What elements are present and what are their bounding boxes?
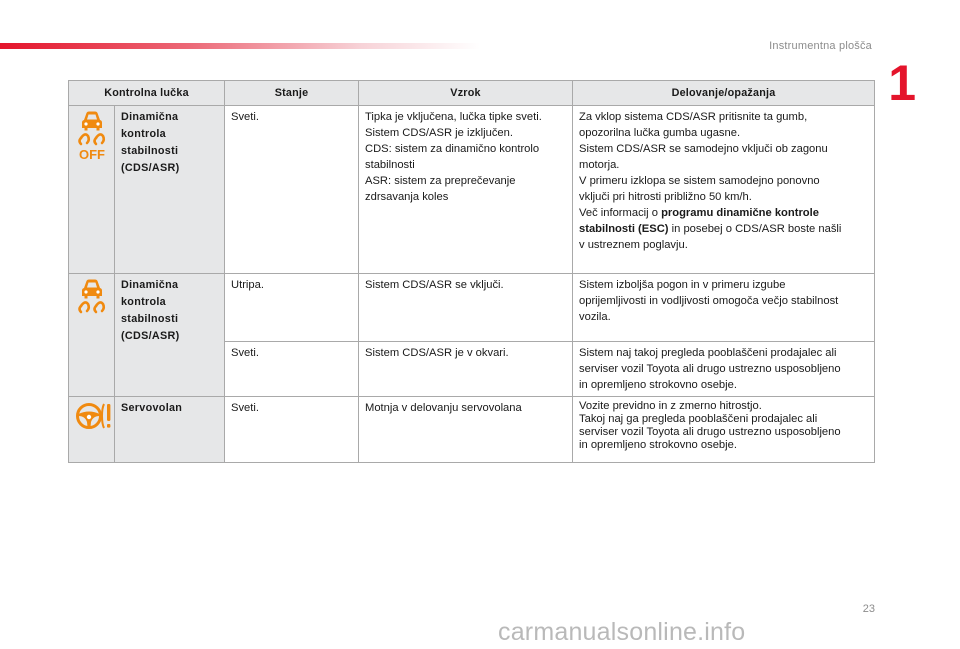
stability-control-icon: [75, 277, 109, 317]
warning-light-name: Dinamična kontrola stabilnosti (CDS/ASR): [115, 274, 225, 397]
icon-cell: [69, 274, 115, 397]
header-accent-bar: [0, 43, 480, 49]
state-cell: Sveti.: [225, 342, 359, 397]
action-cell: Sistem naj takoj pregleda pooblaščeni prodajalec ali serviser vozil Toyota ali drugo ustrezno usposobljeno in opremljeno strokovno osebje.: [573, 342, 875, 397]
table-row: [69, 106, 875, 274]
column-header-cause: Vzrok: [359, 81, 573, 106]
cause-cell: Motnja v delovanju servovolana: [359, 397, 573, 463]
page-number: 23: [862, 603, 875, 615]
section-title: Instrumentna plošča: [769, 40, 872, 52]
column-header-state: Stanje: [225, 81, 359, 106]
state-cell: Sveti.: [225, 106, 359, 274]
icon-cell: [69, 397, 115, 463]
action-cell: Vozite previdno in z zmerno hitrostjo. Takoj naj ga pregleda pooblaščeni prodajalec ali serviser vozil Toyota ali drugo ustrezno usposobljeno in opremljeno strokovno osebje.: [573, 397, 875, 463]
warning-lights-table: [68, 80, 875, 463]
table-row: [69, 274, 875, 342]
off-label: OFF: [79, 147, 105, 161]
column-header-warning-light: Kontrolna lučka: [69, 81, 225, 106]
watermark: carmanualsonline.info: [498, 618, 746, 646]
state-cell: Utripa.: [225, 274, 359, 342]
cause-cell: Tipka je vključena, lučka tipke sveti. Sistem CDS/ASR je izključen. CDS: sistem za dinamično kontrolo stabilnosti ASR: sistem za preprečevanje zdrsavanja koles: [359, 106, 573, 274]
column-header-action: Delovanje/opažanja: [573, 81, 875, 106]
warning-light-name: Dinamična kontrola stabilnosti (CDS/ASR): [115, 106, 225, 274]
cause-cell: Sistem CDS/ASR se vključi.: [359, 274, 573, 342]
power-steering-warning-icon: [75, 400, 113, 434]
cause-cell: Sistem CDS/ASR je v okvari.: [359, 342, 573, 397]
stability-control-off-icon: [75, 109, 109, 161]
esc-reference-link: programu dinamične kontrole: [661, 207, 819, 219]
table-header-row: [69, 81, 875, 106]
icon-cell: [69, 106, 115, 274]
state-cell: Sveti.: [225, 397, 359, 463]
action-cell: Sistem izboljša pogon in v primeru izgube oprijemljivosti in vodljivosti omogoča večjo stabilnost vozila.: [573, 274, 875, 342]
table-row: [69, 397, 875, 463]
warning-light-name: Servovolan: [115, 397, 225, 463]
action-cell: Za vklop sistema CDS/ASR pritisnite ta gumb, opozorilna lučka gumba ugasne. Sistem CDS/ASR se samodejno vključi ob zagonu motorja. V primeru izklopa se sistem samodejno ponovno vključi pri hitrosti približno 50 km/h. Več informacij o programu dinamične kontrole stabilnosti (ESC) in posebej o CDS/ASR boste našli v ustreznem poglavju.: [573, 106, 875, 274]
chapter-number: 1: [888, 55, 916, 111]
